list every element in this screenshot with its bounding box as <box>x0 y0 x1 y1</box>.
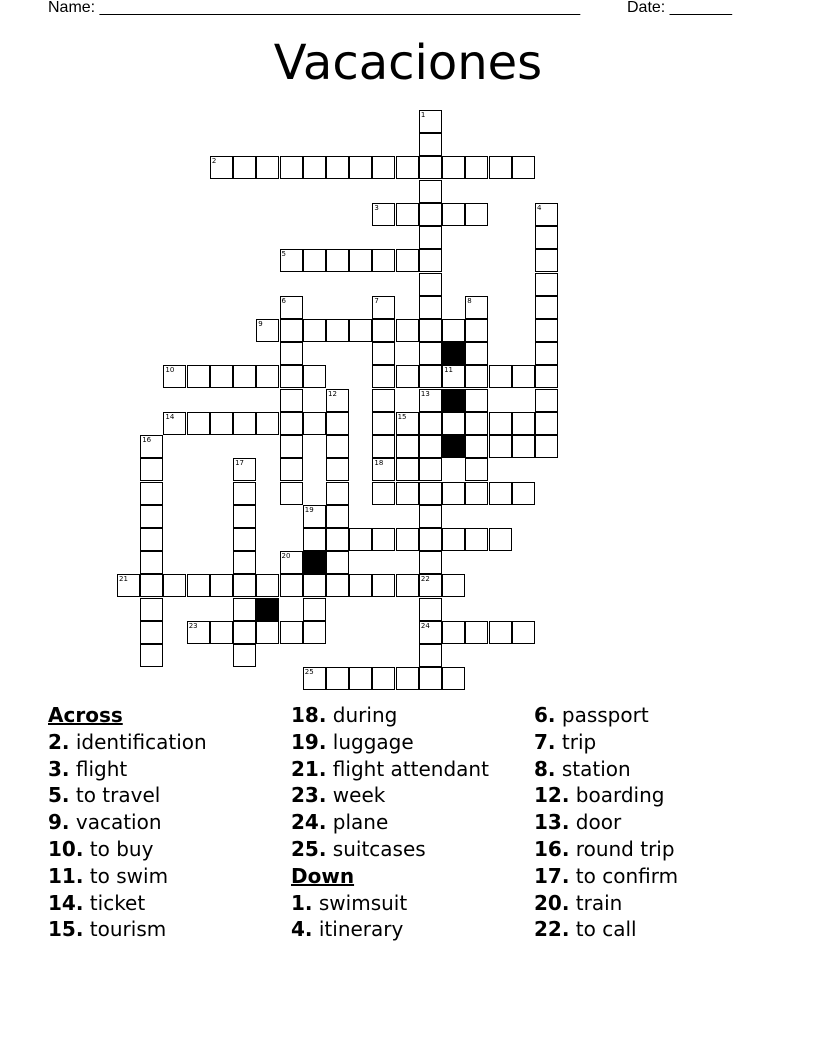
clue-column-1 <box>48 702 207 943</box>
grid-cell[interactable] <box>140 482 163 505</box>
grid-cell[interactable] <box>489 412 512 435</box>
grid-block <box>442 342 465 365</box>
clue-item <box>48 916 207 943</box>
grid-cell[interactable] <box>326 574 349 597</box>
grid-cell[interactable] <box>419 133 442 156</box>
grid-cell[interactable] <box>465 482 488 505</box>
grid-cell[interactable] <box>372 296 395 319</box>
clue-number: 4 <box>537 203 542 212</box>
grid-cell[interactable] <box>419 156 442 179</box>
grid-cell[interactable] <box>326 667 349 690</box>
grid-cell[interactable] <box>280 156 303 179</box>
grid-cell[interactable] <box>280 365 303 388</box>
date-field-label: Date: _______ <box>627 0 732 16</box>
clue-number: 2 <box>211 157 217 166</box>
clue-item-text: vacation <box>75 810 162 835</box>
grid-cell[interactable] <box>303 365 326 388</box>
grid-cell[interactable] <box>396 203 419 226</box>
grid-cell[interactable] <box>140 528 163 551</box>
clue-number: 22 <box>420 575 430 584</box>
grid-cell[interactable] <box>396 365 419 388</box>
clue-item <box>534 916 678 943</box>
grid-cell[interactable] <box>419 389 442 412</box>
grid-cell[interactable] <box>465 412 488 435</box>
grid-cell[interactable] <box>256 412 279 435</box>
grid-cell[interactable] <box>303 319 326 342</box>
grid-cell[interactable] <box>419 528 442 551</box>
grid-cell[interactable] <box>535 203 558 226</box>
grid-cell[interactable] <box>210 574 233 597</box>
grid-cell[interactable] <box>326 482 349 505</box>
grid-cell[interactable] <box>419 249 442 272</box>
clue-item-number: 6. <box>534 703 556 727</box>
grid-cell[interactable] <box>349 528 372 551</box>
clue-number: 20 <box>281 552 291 561</box>
clue-column-2 <box>291 702 489 943</box>
grid-cell[interactable] <box>535 273 558 296</box>
grid-cell[interactable] <box>419 458 442 481</box>
grid-cell[interactable] <box>442 365 465 388</box>
grid-cell[interactable] <box>233 505 256 528</box>
grid-cell[interactable] <box>372 342 395 365</box>
grid-cell[interactable] <box>372 365 395 388</box>
clue-item-text: to call <box>575 917 637 942</box>
grid-block <box>256 598 279 621</box>
grid-cell[interactable] <box>535 319 558 342</box>
grid-cell[interactable] <box>163 412 186 435</box>
clue-item-number: 21. <box>291 756 327 781</box>
grid-cell[interactable] <box>163 574 186 597</box>
grid-cell[interactable] <box>419 551 442 574</box>
grid-cell[interactable] <box>372 435 395 458</box>
clue-item-text: to travel <box>75 783 161 808</box>
grid-cell[interactable] <box>233 528 256 551</box>
clue-item-text: itinerary <box>318 917 404 942</box>
grid-cell[interactable] <box>465 319 488 342</box>
grid-cell[interactable] <box>396 249 419 272</box>
clue-item-text: door <box>575 810 622 835</box>
grid-cell[interactable] <box>280 412 303 435</box>
grid-cell[interactable] <box>372 389 395 412</box>
grid-cell[interactable] <box>372 249 395 272</box>
grid-cell[interactable] <box>419 482 442 505</box>
clue-item-number: 8. <box>534 756 556 781</box>
clue-number: 14 <box>165 412 175 421</box>
grid-cell[interactable] <box>442 156 465 179</box>
grid-cell[interactable] <box>419 296 442 319</box>
grid-cell[interactable] <box>280 435 303 458</box>
grid-cell[interactable] <box>442 574 465 597</box>
clue-item <box>48 756 207 783</box>
grid-cell[interactable] <box>372 574 395 597</box>
clue-number: 6 <box>281 296 286 305</box>
clue-number: 18 <box>374 459 384 468</box>
clue-item-text: luggage <box>332 729 414 754</box>
clue-item-text: ticket <box>89 890 146 915</box>
grid-cell[interactable] <box>465 435 488 458</box>
clue-item-text: flight <box>75 756 128 781</box>
grid-cell[interactable] <box>349 667 372 690</box>
clue-item <box>534 836 678 863</box>
clue-item-number: 16. <box>534 836 570 861</box>
grid-cell[interactable] <box>419 203 442 226</box>
grid-cell[interactable] <box>535 365 558 388</box>
grid-cell[interactable] <box>326 249 349 272</box>
clue-item-number: 24. <box>291 810 327 835</box>
grid-cell[interactable] <box>117 574 140 597</box>
clue-item <box>48 809 207 836</box>
grid-cell[interactable] <box>140 598 163 621</box>
clue-number: 23 <box>188 621 198 630</box>
clue-number: 7 <box>374 296 379 305</box>
grid-cell[interactable] <box>419 342 442 365</box>
clue-item-number: 2. <box>48 729 70 754</box>
grid-cell[interactable] <box>512 482 535 505</box>
grid-cell[interactable] <box>233 551 256 574</box>
clue-item-number: 23. <box>291 783 327 808</box>
grid-cell[interactable] <box>280 319 303 342</box>
grid-cell[interactable] <box>210 156 233 179</box>
grid-cell[interactable] <box>419 110 442 133</box>
clue-item-text: during <box>332 703 398 727</box>
clue-item-text: suitcases <box>332 836 426 861</box>
grid-cell[interactable] <box>396 319 419 342</box>
clue-number: 21 <box>119 575 128 584</box>
grid-cell[interactable] <box>349 156 372 179</box>
grid-cell[interactable] <box>535 389 558 412</box>
grid-cell[interactable] <box>535 435 558 458</box>
clue-item-text: to buy <box>89 836 154 861</box>
grid-block <box>442 435 465 458</box>
grid-cell[interactable] <box>489 528 512 551</box>
clue-item <box>534 782 678 809</box>
grid-cell[interactable] <box>419 180 442 203</box>
grid-cell[interactable] <box>303 505 326 528</box>
grid-cell[interactable] <box>326 551 349 574</box>
grid-cell[interactable] <box>233 574 256 597</box>
clue-item-number: 13. <box>534 810 570 835</box>
grid-cell[interactable] <box>210 365 233 388</box>
grid-cell[interactable] <box>372 667 395 690</box>
grid-cell[interactable] <box>512 156 535 179</box>
clue-item-number: 9. <box>48 810 70 835</box>
grid-cell[interactable] <box>303 156 326 179</box>
grid-cell[interactable] <box>419 273 442 296</box>
clue-number: 3 <box>374 203 379 212</box>
grid-cell[interactable] <box>535 296 558 319</box>
grid-cell[interactable] <box>187 412 210 435</box>
grid-cell[interactable] <box>512 412 535 435</box>
grid-cell[interactable] <box>140 505 163 528</box>
grid-cell[interactable] <box>326 435 349 458</box>
clue-number: 15 <box>397 412 407 421</box>
grid-cell[interactable] <box>419 598 442 621</box>
grid-cell[interactable] <box>419 574 442 597</box>
clue-item <box>534 809 678 836</box>
grid-cell[interactable] <box>396 412 419 435</box>
clue-item-number: 22. <box>534 917 570 942</box>
grid-cell[interactable] <box>396 667 419 690</box>
grid-cell[interactable] <box>419 365 442 388</box>
grid-cell[interactable] <box>419 435 442 458</box>
grid-cell[interactable] <box>396 574 419 597</box>
grid-cell[interactable] <box>396 435 419 458</box>
grid-cell[interactable] <box>372 528 395 551</box>
grid-block <box>303 551 326 574</box>
grid-cell[interactable] <box>442 203 465 226</box>
grid-cell[interactable] <box>233 458 256 481</box>
clue-item-text: week <box>332 783 386 808</box>
grid-cell[interactable] <box>163 365 186 388</box>
grid-cell[interactable] <box>372 156 395 179</box>
grid-cell[interactable] <box>419 505 442 528</box>
page-title: Vacaciones <box>273 35 543 91</box>
grid-cell[interactable] <box>465 621 488 644</box>
grid-cell[interactable] <box>442 412 465 435</box>
grid-cell[interactable] <box>396 482 419 505</box>
grid-cell[interactable] <box>419 667 442 690</box>
clue-number: 17 <box>235 459 245 468</box>
clue-item <box>534 729 678 756</box>
grid-cell[interactable] <box>349 249 372 272</box>
clue-number: 12 <box>328 389 337 398</box>
clue-number: 16 <box>142 436 152 445</box>
grid-cell[interactable] <box>280 342 303 365</box>
grid-cell[interactable] <box>303 412 326 435</box>
clue-item-text: to swim <box>89 863 169 888</box>
clue-item <box>534 863 678 890</box>
clue-item <box>48 890 207 917</box>
clue-item <box>534 702 678 729</box>
clue-item <box>291 756 489 783</box>
grid-cell[interactable] <box>465 203 488 226</box>
clue-item-text: train <box>575 890 623 915</box>
grid-cell[interactable] <box>233 156 256 179</box>
grid-cell[interactable] <box>419 644 442 667</box>
clue-item <box>291 782 489 809</box>
clue-item-number: 17. <box>534 863 570 888</box>
clue-number: 9 <box>258 320 263 328</box>
clue-number: 24 <box>420 621 430 630</box>
grid-cell[interactable] <box>233 598 256 621</box>
clue-item-number: 18. <box>291 703 327 727</box>
grid-cell[interactable] <box>303 528 326 551</box>
grid-cell[interactable] <box>396 458 419 481</box>
clue-item-text: boarding <box>575 783 665 808</box>
clue-item-text: to confirm <box>575 863 679 888</box>
grid-cell[interactable] <box>210 412 233 435</box>
grid-cell[interactable] <box>140 458 163 481</box>
clue-number: 8 <box>467 296 472 305</box>
clue-item-number: 19. <box>291 729 327 754</box>
clue-column-3 <box>534 702 678 943</box>
grid-cell[interactable] <box>256 574 279 597</box>
grid-cell[interactable] <box>489 482 512 505</box>
grid-cell[interactable] <box>280 621 303 644</box>
grid-cell[interactable] <box>465 296 488 319</box>
clue-section-heading: Across <box>48 703 123 727</box>
grid-cell[interactable] <box>512 435 535 458</box>
clue-number: 19 <box>304 505 314 514</box>
grid-cell[interactable] <box>535 249 558 272</box>
grid-cell[interactable] <box>326 156 349 179</box>
grid-cell[interactable] <box>140 644 163 667</box>
grid-cell[interactable] <box>419 319 442 342</box>
grid-cell[interactable] <box>512 621 535 644</box>
grid-cell[interactable] <box>233 482 256 505</box>
grid-cell[interactable] <box>442 482 465 505</box>
name-field-label: Name: ______________________________________________________ <box>48 0 581 16</box>
clue-item-text: trip <box>561 729 597 754</box>
grid-cell[interactable] <box>303 667 326 690</box>
grid-cell[interactable] <box>442 667 465 690</box>
grid-cell[interactable] <box>187 574 210 597</box>
grid-cell[interactable] <box>372 458 395 481</box>
clue-number: 25 <box>304 668 314 677</box>
grid-cell[interactable] <box>349 574 372 597</box>
clue-number: 5 <box>281 250 286 259</box>
grid-cell[interactable] <box>512 365 535 388</box>
clue-item-text: flight attendant <box>332 756 489 781</box>
grid-cell[interactable] <box>187 621 210 644</box>
grid-cell[interactable] <box>326 319 349 342</box>
grid-cell[interactable] <box>303 574 326 597</box>
clue-item-number: 7. <box>534 729 556 754</box>
grid-cell[interactable] <box>489 365 512 388</box>
clue-item-text: passport <box>561 703 649 727</box>
clue-item-text: station <box>561 756 631 781</box>
grid-cell[interactable] <box>233 365 256 388</box>
clue-item <box>48 729 207 756</box>
grid-cell[interactable] <box>419 412 442 435</box>
grid-cell[interactable] <box>187 365 210 388</box>
grid-cell[interactable] <box>303 621 326 644</box>
grid-cell[interactable] <box>326 412 349 435</box>
grid-cell[interactable] <box>256 365 279 388</box>
grid-cell[interactable] <box>465 156 488 179</box>
clue-item <box>48 863 207 890</box>
grid-cell[interactable] <box>465 528 488 551</box>
clue-item-text: tourism <box>89 917 167 942</box>
clue-item <box>48 836 207 863</box>
grid-cell[interactable] <box>489 156 512 179</box>
grid-cell[interactable] <box>465 342 488 365</box>
grid-block <box>442 389 465 412</box>
clue-item <box>291 729 489 756</box>
grid-cell[interactable] <box>372 203 395 226</box>
clue-item <box>48 782 207 809</box>
grid-cell[interactable] <box>140 574 163 597</box>
clue-item <box>291 702 489 729</box>
clue-item-number: 3. <box>48 756 70 781</box>
clue-item-number: 25. <box>291 836 327 861</box>
grid-cell[interactable] <box>326 528 349 551</box>
grid-cell[interactable] <box>372 482 395 505</box>
clue-item-number: 11. <box>48 863 84 888</box>
clue-item-number: 14. <box>48 890 84 915</box>
clue-item-number: 15. <box>48 917 84 942</box>
grid-cell[interactable] <box>256 621 279 644</box>
clue-item <box>291 836 489 863</box>
grid-cell[interactable] <box>372 319 395 342</box>
grid-cell[interactable] <box>140 551 163 574</box>
grid-cell[interactable] <box>442 319 465 342</box>
grid-cell[interactable] <box>280 551 303 574</box>
grid-cell[interactable] <box>280 574 303 597</box>
clue-number: 10 <box>165 366 175 375</box>
clue-item-number: 12. <box>534 783 570 808</box>
grid-cell[interactable] <box>442 528 465 551</box>
grid-cell[interactable] <box>465 389 488 412</box>
grid-cell[interactable] <box>396 156 419 179</box>
clue-number: 1 <box>420 111 426 119</box>
grid-cell[interactable] <box>326 505 349 528</box>
grid-cell[interactable] <box>419 621 442 644</box>
grid-cell[interactable] <box>419 226 442 249</box>
clue-section-heading: Down <box>291 863 355 888</box>
clue-item-text: identification <box>75 729 207 754</box>
grid-cell[interactable] <box>140 435 163 458</box>
grid-cell[interactable] <box>372 412 395 435</box>
clue-item <box>534 756 678 783</box>
grid-cell[interactable] <box>233 412 256 435</box>
clue-item-text: round trip <box>575 836 675 861</box>
clue-item-number: 4. <box>291 917 313 942</box>
grid-cell[interactable] <box>535 226 558 249</box>
clue-item <box>291 890 489 917</box>
grid-cell[interactable] <box>280 389 303 412</box>
clue-item-number: 20. <box>534 890 570 915</box>
grid-cell[interactable] <box>280 249 303 272</box>
grid-cell[interactable] <box>349 319 372 342</box>
clue-item <box>534 890 678 917</box>
grid-cell[interactable] <box>140 621 163 644</box>
grid-cell[interactable] <box>280 458 303 481</box>
grid-cell[interactable] <box>326 389 349 412</box>
clue-item-number: 5. <box>48 783 70 808</box>
clue-number: 13 <box>420 389 430 398</box>
grid-cell[interactable] <box>303 598 326 621</box>
grid-cell[interactable] <box>535 342 558 365</box>
grid-cell[interactable] <box>210 621 233 644</box>
grid-cell[interactable] <box>442 621 465 644</box>
grid-cell[interactable] <box>535 412 558 435</box>
clue-item-number: 1. <box>291 890 313 915</box>
grid-cell[interactable] <box>396 528 419 551</box>
grid-cell[interactable] <box>465 365 488 388</box>
grid-cell[interactable] <box>233 644 256 667</box>
clue-item-number: 10. <box>48 836 84 861</box>
grid-cell[interactable] <box>489 621 512 644</box>
grid-cell[interactable] <box>489 435 512 458</box>
clue-item <box>291 916 489 943</box>
grid-cell[interactable] <box>326 458 349 481</box>
grid-cell[interactable] <box>280 482 303 505</box>
grid-cell[interactable] <box>256 156 279 179</box>
clue-item-text: swimsuit <box>318 890 408 915</box>
clue-item-text: plane <box>332 810 389 835</box>
clue-item <box>291 809 489 836</box>
grid-cell[interactable] <box>233 621 256 644</box>
grid-cell[interactable] <box>465 458 488 481</box>
grid-cell[interactable] <box>303 249 326 272</box>
grid-cell[interactable] <box>256 319 279 342</box>
grid-cell[interactable] <box>280 296 303 319</box>
clue-number: 11 <box>444 366 454 375</box>
